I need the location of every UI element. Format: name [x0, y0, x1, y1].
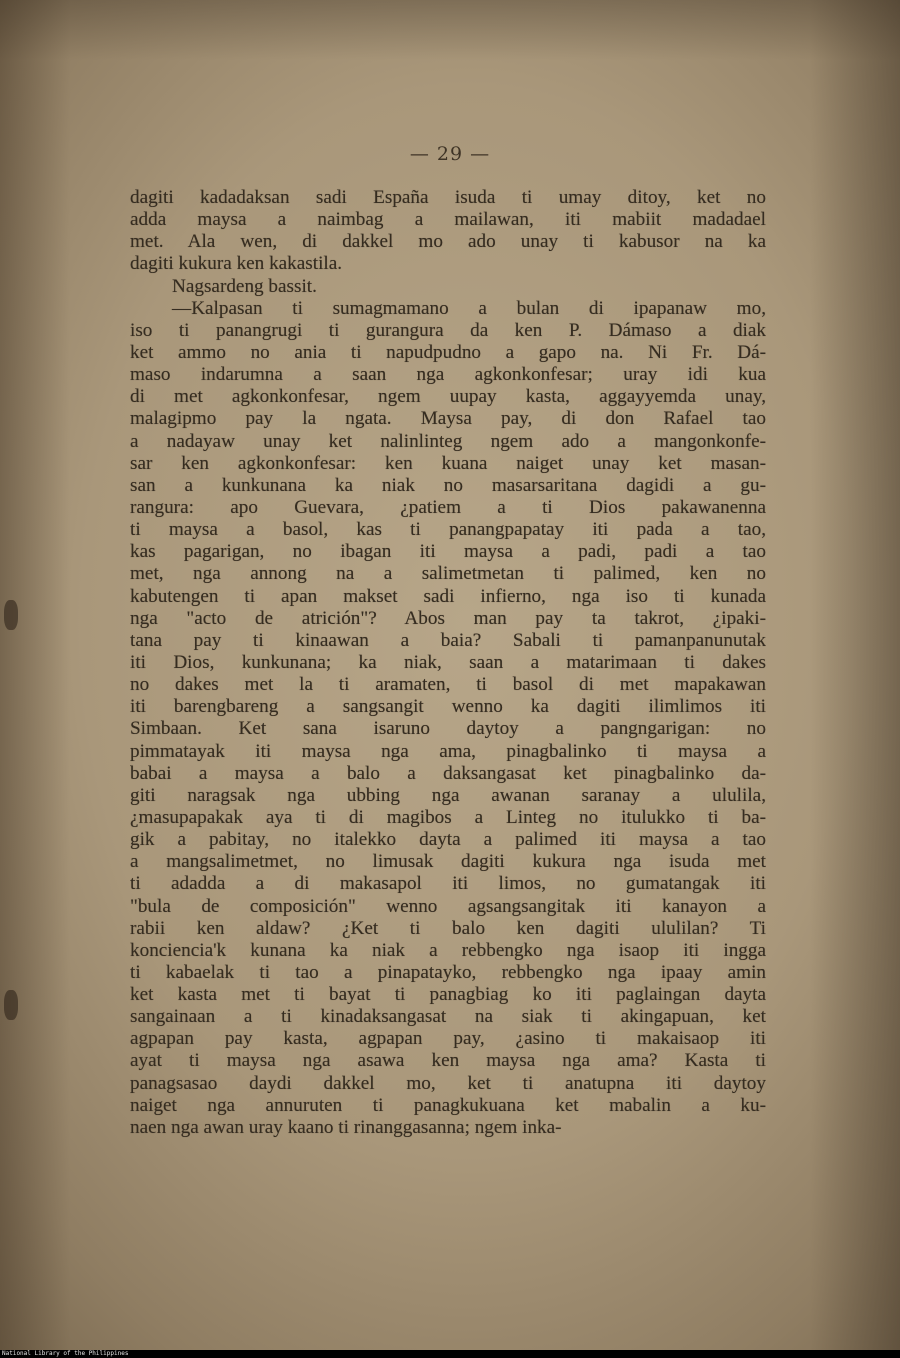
text-line: met. Ala wen, di dakkel mo ado unay ti kabusor na ka — [130, 231, 766, 253]
text-line: dagiti kadadaksan sadi España isuda ti umay ditoy, ket no — [130, 187, 766, 208]
text-line: ayat ti maysa nga asawa ken maysa nga ama? Kasta ti — [130, 1050, 766, 1072]
text-line: agpapan pay kasta, agpapan pay, ¿asino ti makaisaop iti — [130, 1028, 766, 1050]
text-line: no dakes met la ti aramaten, ti basol di met mapakawan — [130, 674, 766, 696]
text-line: ¿masupapakak aya ti di magibos a Linteg no itulukko ti ba- — [130, 806, 766, 828]
text-line: maso indarumna a saan nga agkonkonfesar; uray idi kua — [130, 364, 766, 386]
footer-credit: National Library of the Philippines — [2, 1350, 129, 1357]
text-line: a nadayaw unay ket nalinlinteg ngem ado a mangonkonfe- — [130, 430, 766, 452]
binding-hole-mark — [4, 990, 18, 1020]
text-line: konciencia'k kunana ka niak a rebbengko nga isaop iti ingga — [130, 939, 766, 961]
text-line: panagsasao daydi dakkel mo, ket ti anatupna iti daytoy — [130, 1072, 766, 1094]
text-line: ket kasta met ti bayat ti panagbiag ko iti paglaingan dayta — [130, 984, 766, 1006]
page-shadow-right — [810, 0, 900, 1350]
text-line: sar ken agkonkonfesar: ken kuana naiget unay ket masan- — [130, 452, 766, 474]
text-line: met, nga annong na a salimetmetan ti palimed, ken no — [130, 563, 766, 585]
text-line: gik a pabitay, no italekko dayta a palimed iti maysa a tao — [130, 829, 766, 851]
page-shadow-top — [0, 0, 900, 60]
body-text — [130, 187, 766, 1139]
text-line: Nagsardeng bassit. — [172, 275, 317, 297]
text-line: rabii ken aldaw? ¿Ket ti balo ken dagiti ululilan? Ti — [130, 917, 766, 939]
text-line: naen nga awan uray kaano ti rinanggasanna; ngem inka- — [130, 1116, 562, 1138]
page-shadow-left — [0, 0, 70, 1350]
text-line: giti naragsak nga ubbing nga awanan saranay a ululila, — [130, 784, 766, 806]
text-line: dagiti kukura ken kakastila. — [130, 253, 343, 275]
text-line: ket ammo no ania ti napudpudno a gapo na. Ni Fr. Dá- — [130, 341, 766, 363]
text-line: "bula de composición" wenno agsangsangitak iti kanayon a — [130, 895, 766, 917]
page-number: — 29 — — [409, 143, 491, 165]
text-line: ti adadda a di makasapol iti limos, no gumatangak iti — [130, 873, 766, 895]
text-line: tana pay ti kinaawan a baia? Sabali ti pamanpanunutak — [130, 629, 766, 651]
text-line: malagipmo pay la ngata. Maysa pay, di don Rafael tao — [130, 408, 766, 430]
text-line: nga "acto de atrición"? Abos man pay ta takrot, ¿ipaki- — [130, 607, 766, 629]
text-line: ti kabaelak ti tao a pinapatayko, rebbengko nga ipaay amin — [130, 961, 766, 983]
text-line: kas pagarigan, no ibagan iti maysa a padi, padi a tao — [130, 541, 766, 563]
text-line: iso ti panangrugi ti gurangura da ken P. Dámaso a diak — [130, 319, 766, 341]
text-line: iti barengbareng a sangsangit wenno ka dagiti ilimlimos iti — [130, 696, 766, 718]
text-line: a mangsalimetmet, no limusak dagiti kukura nga isuda met — [130, 851, 766, 873]
text-line: sangainaan a ti kinadaksangasat na siak ti akingapuan, ket — [130, 1006, 766, 1028]
text-line: Simbaan. Ket sana isaruno daytoy a pangngarigan: no — [130, 718, 766, 740]
text-line: rangura: apo Guevara, ¿patiem a ti Dios pakawanenna — [130, 496, 766, 518]
text-line: san a kunkunana ka niak no masarsaritana dagidi a gu- — [130, 474, 766, 496]
text-line: ti maysa a basol, kas ti panangpapatay iti pada a tao, — [130, 519, 766, 541]
text-line: pimmatayak iti maysa nga ama, pinagbalinko ti maysa a — [130, 740, 766, 762]
text-line: iti Dios, kunkunana; ka niak, saan a matarimaan ti dakes — [130, 651, 766, 673]
text-line: babai a maysa a balo a daksangasat ket pinagbalinko da- — [130, 762, 766, 784]
text-line: naiget nga annuruten ti panagkukuana ket mabalin a ku- — [130, 1094, 766, 1116]
footer-strip — [0, 1350, 900, 1358]
text-line: di met agkonkonfesar, ngem uupay kasta, aggayyemda unay, — [130, 386, 766, 408]
text-line: —Kalpasan ti sumagmamano a bulan di ipapanaw mo, — [172, 297, 766, 319]
text-line: adda maysa a naimbag a mailawan, iti mabiit madadael — [130, 209, 766, 231]
binding-hole-mark — [4, 600, 18, 630]
text-line: kabutengen ti apan makset sadi infierno, nga iso ti kunada — [130, 585, 766, 607]
